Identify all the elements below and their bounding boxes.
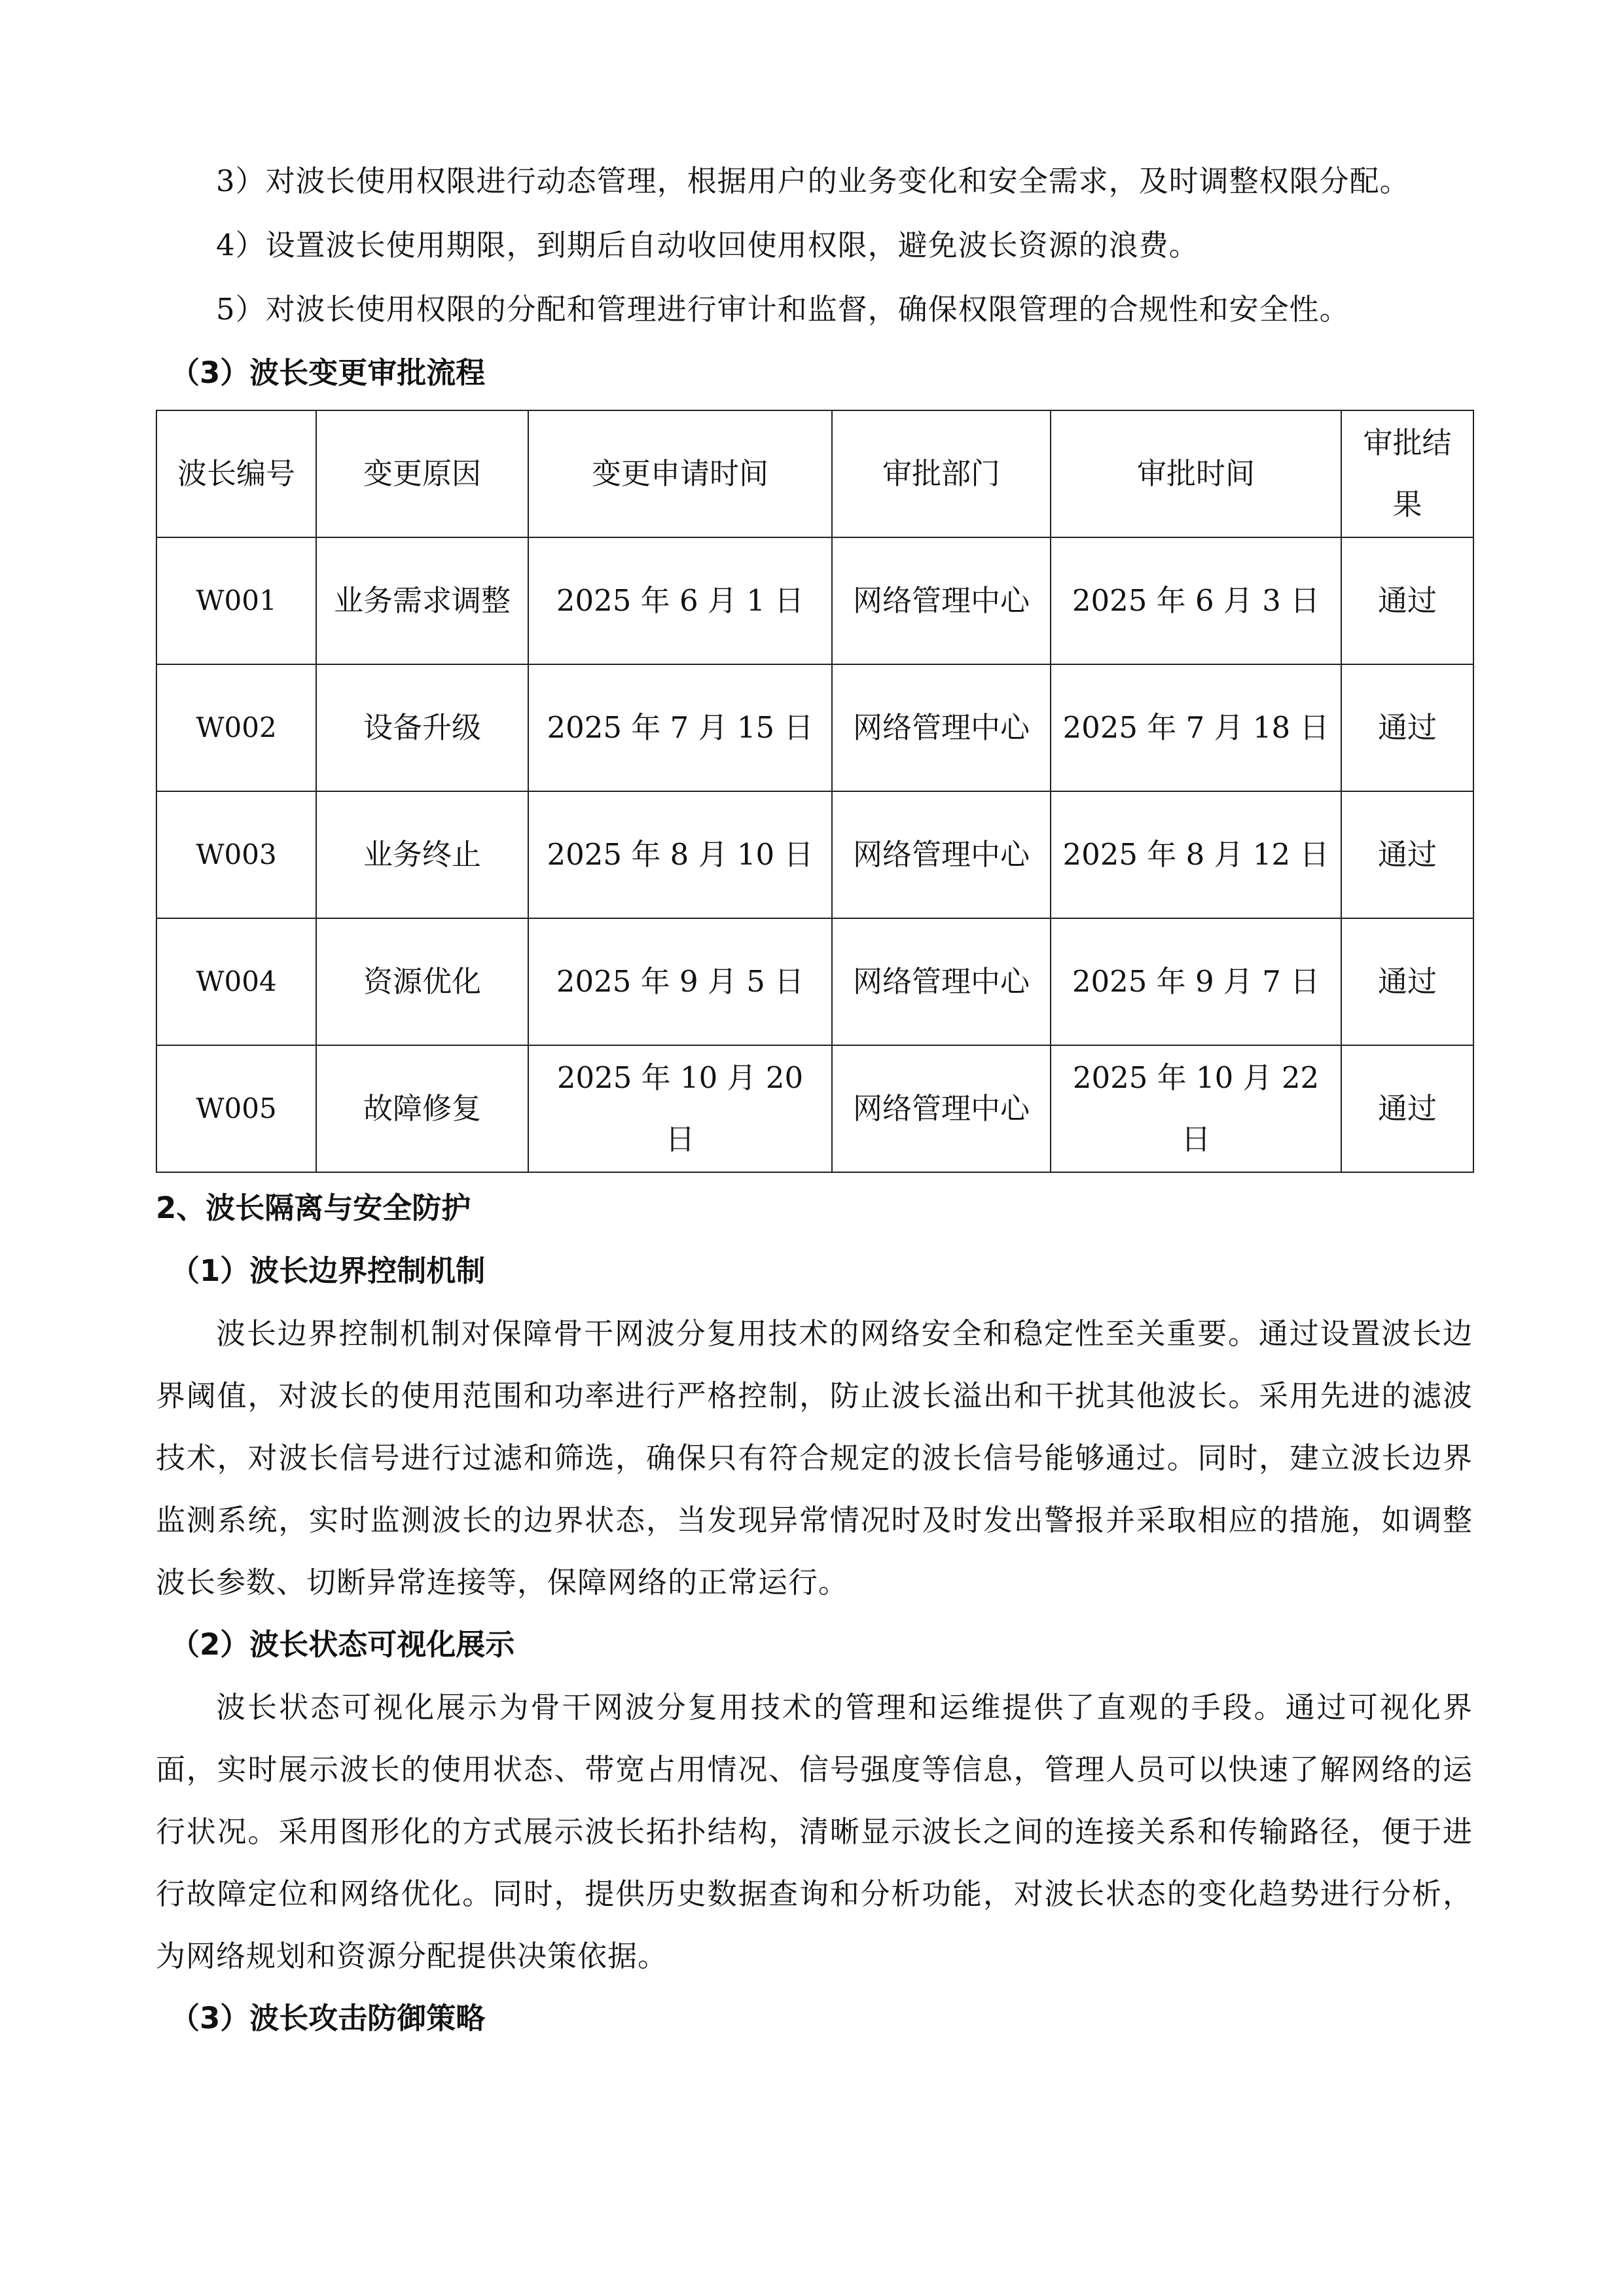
table-row	[156, 791, 1473, 918]
header-approval-result: 审批结果	[1341, 410, 1473, 537]
paragraph-permission-5: 5）对波长使用权限的分配和管理进行审计和监督，确保权限管理的合规性和安全性。	[216, 292, 1350, 327]
cell-apply-time: 2025 年 9 月 5 日	[528, 918, 832, 1045]
header-approval-time: 审批时间	[1051, 410, 1341, 537]
cell-approval-time: 2025 年 6 月 3 日	[1051, 537, 1341, 664]
cell-apply-time: 2025 年 10 月 20 日	[528, 1045, 832, 1172]
subsection-3-heading: （3）波长攻击防御策略	[170, 2001, 486, 2036]
page-content	[156, 149, 1473, 2050]
cell-change-reason: 资源优化	[316, 918, 528, 1045]
paragraph-permission-3: 3）对波长使用权限进行动态管理，根据用户的业务变化和安全需求，及时调整权限分配。	[216, 164, 1410, 198]
cell-wavelength-id: W001	[156, 537, 316, 664]
section-2-heading: 2、波长隔离与安全防护	[156, 1191, 471, 1225]
cell-approval-result: 通过	[1341, 791, 1473, 918]
cell-apply-time: 2025 年 8 月 10 日	[528, 791, 832, 918]
cell-apply-time: 2025 年 7 月 15 日	[528, 664, 832, 791]
header-approval-dept: 审批部门	[832, 410, 1051, 537]
table-row	[156, 537, 1473, 664]
subsection-1-heading: （1）波长边界控制机制	[170, 1253, 486, 1288]
cell-wavelength-id: W003	[156, 791, 316, 918]
table-header-row	[156, 410, 1473, 537]
cell-wavelength-id: W005	[156, 1045, 316, 1172]
cell-approval-time: 2025 年 9 月 7 日	[1051, 918, 1341, 1045]
header-change-reason: 变更原因	[316, 410, 528, 537]
cell-approval-time: 2025 年 7 月 18 日	[1051, 664, 1341, 791]
cell-approval-result: 通过	[1341, 918, 1473, 1045]
table-row	[156, 664, 1473, 791]
cell-approval-time: 2025 年 10 月 22 日	[1051, 1045, 1341, 1172]
cell-wavelength-id: W004	[156, 918, 316, 1045]
paragraph-permission-4: 4）设置波长使用期限，到期后自动收回使用权限，避免波长资源的浪费。	[216, 228, 1199, 262]
cell-approval-result: 通过	[1341, 1045, 1473, 1172]
table-row	[156, 1045, 1473, 1172]
cell-approval-time: 2025 年 8 月 12 日	[1051, 791, 1341, 918]
cell-change-reason: 设备升级	[316, 664, 528, 791]
cell-approval-dept: 网络管理中心	[832, 664, 1051, 791]
paragraph-visualization: 波长状态可视化展示为骨干网波分复用技术的管理和运维提供了直观的手段。通过可视化界面，实时展示波长的使用状态、带宽占用情况、信号强度等信息，管理人员可以快速了解网络的运行状况。采用图形化的方式展示波长拓扑结构，清晰显示波长之间的连接关系和传输路径，便于进行故障定位和网络优化。同时，提供历史数据查询和分析功能，对波长状态的变化趋势进行分析，为网络规划和资源分配提供决策依据。	[156, 1690, 1473, 1973]
header-wavelength-id: 波长编号	[156, 410, 316, 537]
approval-table	[156, 410, 1474, 1173]
heading-change-approval: （3）波长变更审批流程	[170, 355, 486, 390]
cell-approval-dept: 网络管理中心	[832, 918, 1051, 1045]
cell-approval-dept: 网络管理中心	[832, 537, 1051, 664]
cell-apply-time: 2025 年 6 月 1 日	[528, 537, 832, 664]
cell-change-reason: 故障修复	[316, 1045, 528, 1172]
cell-approval-dept: 网络管理中心	[832, 791, 1051, 918]
cell-change-reason: 业务需求调整	[316, 537, 528, 664]
cell-approval-result: 通过	[1341, 537, 1473, 664]
cell-change-reason: 业务终止	[316, 791, 528, 918]
paragraph-boundary-control: 波长边界控制机制对保障骨干网波分复用技术的网络安全和稳定性至关重要。通过设置波长边界阈值，对波长的使用范围和功率进行严格控制，防止波长溢出和干扰其他波长。采用先进的滤波技术，对波长信号进行过滤和筛选，确保只有符合规定的波长信号能够通过。同时，建立波长边界监测系统，实时监测波长的边界状态，当发现异常情况时及时发出警报并采取相应的措施，如调整波长参数、切断异常连接等，保障网络的正常运行。	[156, 1316, 1473, 1600]
table-row	[156, 918, 1473, 1045]
header-apply-time: 变更申请时间	[528, 410, 832, 537]
subsection-2-heading: （2）波长状态可视化展示	[170, 1627, 515, 1662]
cell-approval-result: 通过	[1341, 664, 1473, 791]
cell-wavelength-id: W002	[156, 664, 316, 791]
cell-approval-dept: 网络管理中心	[832, 1045, 1051, 1172]
